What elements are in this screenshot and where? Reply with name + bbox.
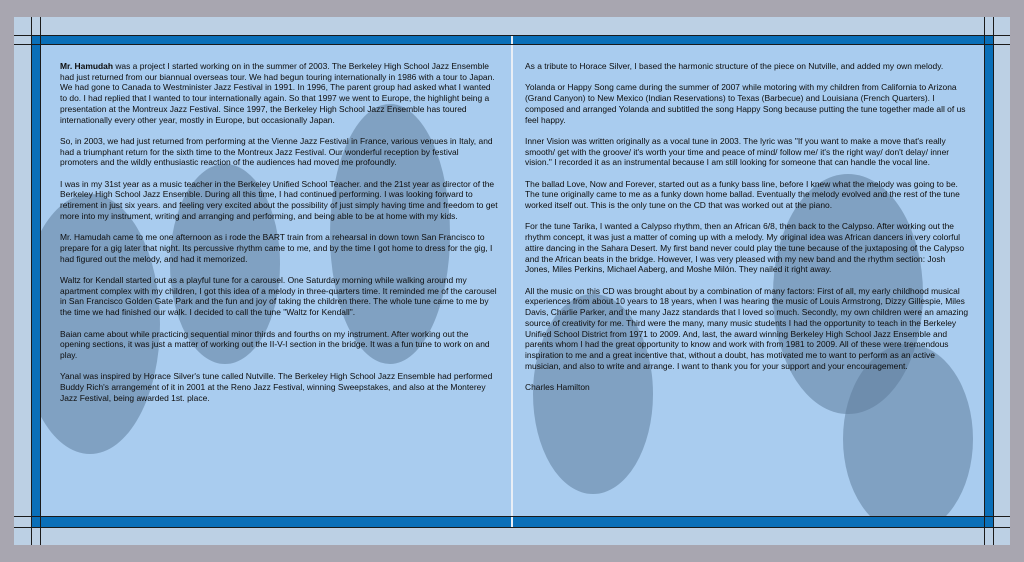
paragraph: Mr. Hamudah was a project I started working on in the summer of 2003. The Berkeley High School Jazz Ensemble had just returned from our biannual overseas tour. We had begun touring internationally in 1986 with a tour to Japan. We had gone to Canada to Westminister Jazz Festival in 1991. In 1996, The parent group had asked what I wanted to do. I had replied that I wanted to tour internationally again. So that 1997 we went to Europe, the highlight being a presentation at the Montreux Jazz Festival. Since 1997, the Berkeley High School Jazz Ensemble has toured internationally every other year, mostly in Europe, but occasionally Japan. — [60, 61, 495, 125]
paragraph: The ballad Love, Now and Forever, started out as a funky bass line, before I knew what the melody was going to be. The tune originally came to me as a funky down home ballad. Eventually the melody evolved and the rest of the tune worked itself out. This is the only tune on the CD that was worked out at the piano. — [525, 178, 960, 211]
paragraph: Inner Vision was written originally as a vocal tune in 2003. The lyric was "If you want to make a move that's really smooth/ get with the groove/ it's worth your time and peace of mind/ follow me/ it's the right way/ don't delay/ inner vision." I recorded it as an instrumental because I am still looking for someone that can handle the vocal line. — [525, 135, 950, 168]
crop-mark — [984, 17, 985, 545]
crop-mark — [14, 527, 1010, 528]
right-page-text — [525, 61, 971, 403]
crop-mark — [31, 17, 32, 545]
crop-mark — [14, 35, 1010, 36]
paragraph: Baian came about while practicing sequential minor thirds and fourths on my instrument. After working out the opening sections, it was just a matter of working out the II-V-I section in the bridge. It was a fun tune to work on and play. — [60, 328, 490, 360]
paragraph: For the tune Tarika, I wanted a Calypso rhythm, then an African 6/8, then back to the Calypso. After working out the rhythm concept, it was just a matter of coming up with a melody. My original idea was African dancers in very colorful attire dancing in the Sahara Desert. My first band never could play the tune because of the juxtaposing of the Calypso and the African beats in the bridge. However, I was very pleased with my new band and the rhythm section: Josh Jones, Miles Perkins, Michael Aaberg, and Moshe Milón. They nailed it right away. — [525, 221, 965, 275]
paragraph: Yanal was inspired by Horace Silver's tune called Nutville. The Berkeley High School Jazz Ensemble had performed Buddy Rich's arrangement of it in 2001 at the Reno Jazz Festival, winning Sweepstakes, and also at the Monterey Jazz Festival, being awarded 1st. place. — [60, 371, 493, 403]
crop-mark — [40, 17, 41, 545]
paragraph: So, in 2003, we had just returned from performing at the Vienne Jazz Festival in France, various venues in Italy, and had a triumphant return for the sixth time to the Montreux Jazz Festival. Our wonderful reception by festival promoters and the wildly enthusiastic reaction of the audiences had moved me profoundly. — [60, 135, 493, 168]
right-page — [513, 44, 984, 516]
paragraph: All the music on this CD was brought about by a combination of many factors: First of all, my early childhood musical experiences from about 10 years to 18 years, when I was hearing the music of Louis Armstrong, Dizzy Gillespie, Miles Davis, Charlie Parker, and the many Jazz standards that I loved so much. Secondly, my own children were an amazing source of creativity for me. Third were the many, many music students I had the opportunity to teach in the Berkeley Unified School District from 1971 to 2009. And, last, the award winning Berkeley High School Jazz Ensemble and parents whom I had the great opportunity to know and work with from 1981 to 2009. All of these were tremendous inspiration to me and a great incentive that, without a doubt, has motivated me to want to perform as an active musician, and also to write and arrange. I want to thank you for your support and your encouragement. — [525, 285, 969, 371]
paragraph: Mr. Hamudah came to me one afternoon as i rode the BART train from a rehearsal in down town San Francisco to prepare for a gig later that night. Its percussive rhythm came to me, and by the time I got home to dress for the gig, I had figured out the melody, and had it memorized. — [60, 232, 493, 264]
left-page — [40, 44, 511, 516]
center-fold — [511, 35, 513, 527]
paragraph-lead: Mr. Hamudah — [60, 61, 113, 71]
crop-mark — [14, 516, 1010, 517]
left-page-text — [60, 61, 498, 414]
crop-mark — [993, 17, 994, 545]
signature: Charles Hamilton — [525, 382, 590, 392]
paragraph: As a tribute to Horace Silver, I based the harmonic structure of the piece on Nutville, and added my own melody. — [525, 61, 944, 71]
paragraph: Waltz for Kendall started out as a playful tune for a carousel. One Saturday morning while walking around my apartment complex with my children, I got this idea of a melody in three-quarters time. It reminded me of the carousel in San Francisco Golden Gate Park and the fun and joy of taking the children there. The whole tune came to me by the time we had finished our walk. I decided to call the tune "Waltz for Kendall". — [60, 275, 497, 318]
paragraph: Yolanda or Happy Song came during the summer of 2007 while motoring with my children from California to Arizona (Grand Canyon) to New Mexico (Indian Reservations) to Texas (Barbecue) and Louisiana (French Quarters). I composed and arranged Yolanda and subtitled the song Happy Song because putting the tune together made all of us feel happy. — [525, 82, 966, 125]
crop-mark — [14, 44, 1010, 45]
paragraph: I was in my 31st year as a music teacher in the Berkeley Unified School Teacher. and the 21st year as director of the Berkeley High School Jazz Ensemble. During all this time, I had continued performing. I was looking forward to retirement in just six years. and feeling very excited about the possibility of just simply having time and freedom to get more into my instrument, writing and arranging and performing, and being able to be at home with my kids. — [60, 178, 498, 221]
